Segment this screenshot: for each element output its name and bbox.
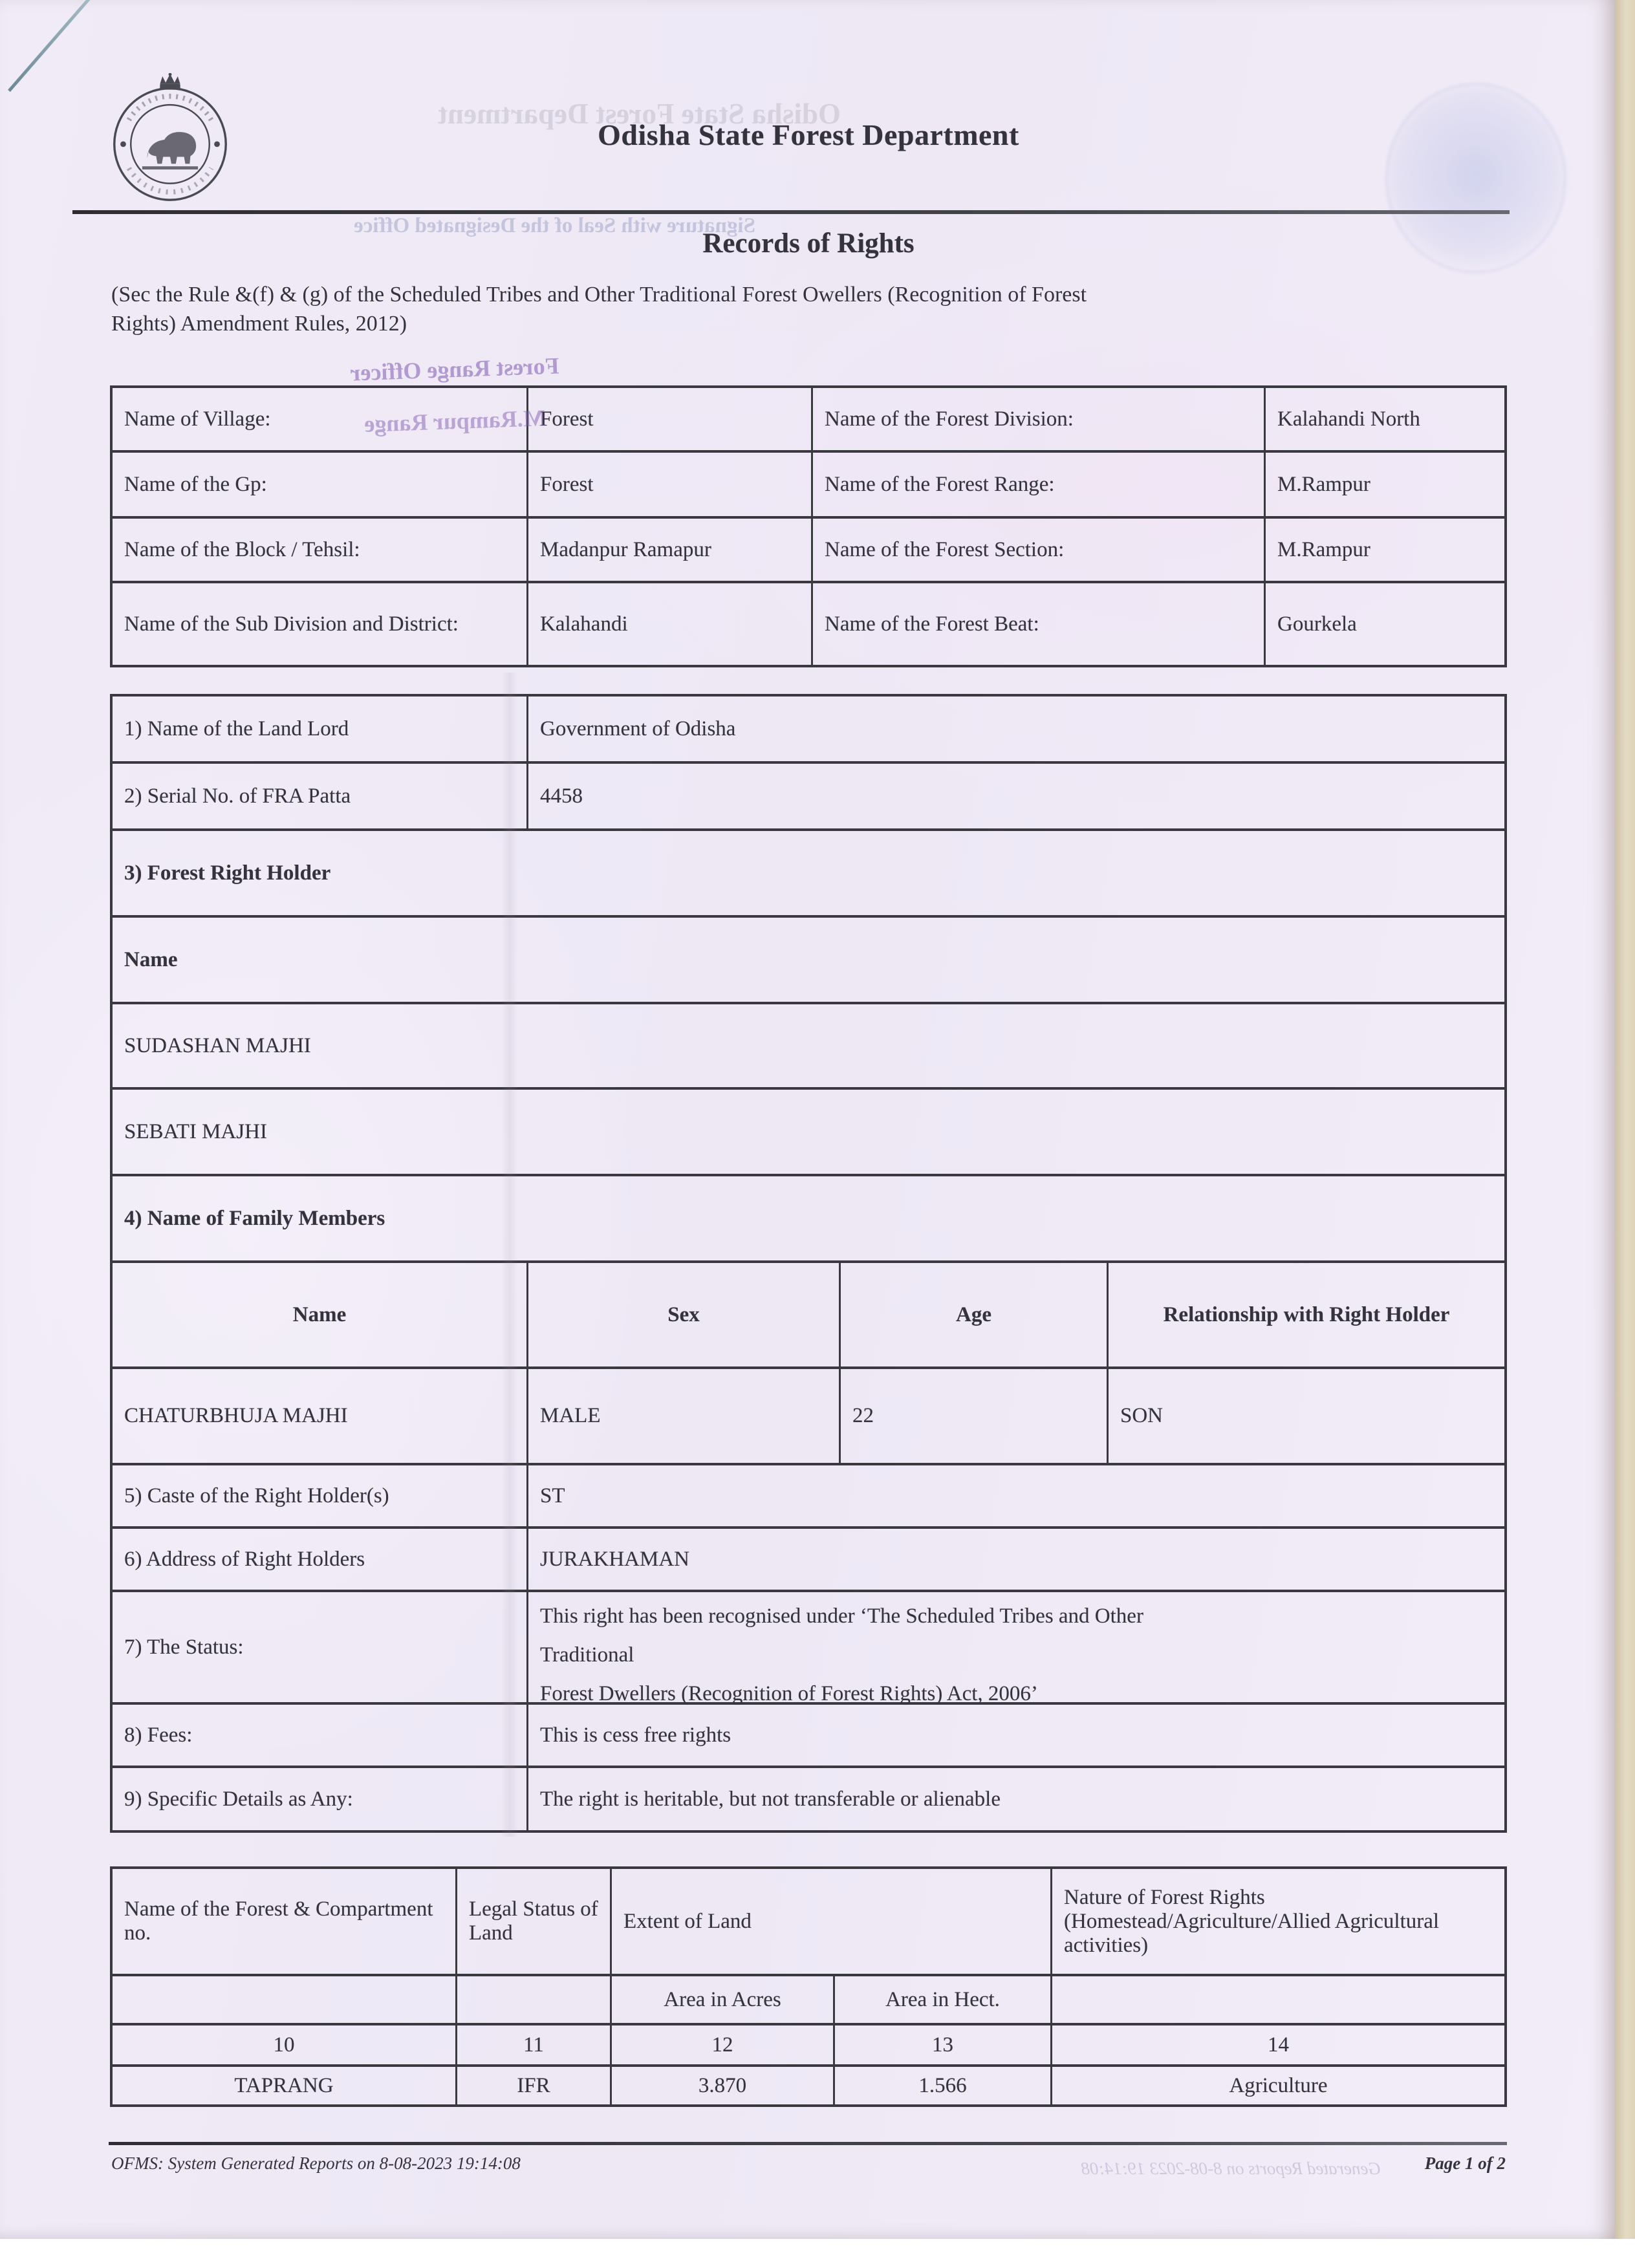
fees-value: This is cess free rights [526, 1705, 1504, 1766]
specific-details-label: 9) Specific Details as Any: [124, 1787, 353, 1811]
status-label: 7) The Status: [124, 1635, 244, 1659]
empty-cell [1050, 1976, 1504, 2023]
legal-status-col-header: Legal Status of Land [455, 1869, 610, 1974]
land-header-row [113, 1869, 1504, 1974]
forest-section-label: Name of the Forest Section: [811, 519, 1264, 581]
forest-beat-label: Name of the Forest Beat: [811, 583, 1264, 665]
address-label: 6) Address of Right Holders [124, 1547, 365, 1571]
scanner-edge-strip [1615, 0, 1635, 2239]
nature-of-rights-value: Agriculture [1050, 2067, 1504, 2104]
area-acres-header: Area in Acres [610, 1976, 833, 2023]
col-number: 14 [1050, 2025, 1504, 2064]
address-value: JURAKHAMAN [526, 1529, 1504, 1590]
extent-of-land-col-header: Extent of Land [610, 1869, 1050, 1974]
table-row [113, 1087, 1504, 1174]
gp-value: Forest [526, 453, 811, 516]
table-row [113, 1526, 1504, 1590]
right-holder-name: SUDASHAN MAJHI [124, 1033, 311, 1057]
subtitle-line: Rights) Amendment Rules, 2012) [111, 311, 407, 336]
family-data-row [113, 1366, 1504, 1463]
table-row [113, 828, 1504, 915]
name-heading: Name [124, 947, 178, 971]
page-number: Page 1 of 2 [1424, 2154, 1506, 2173]
forest-range-label: Name of the Forest Range: [811, 453, 1264, 516]
area-hect-value: 1.566 [833, 2067, 1050, 2104]
caste-value: ST [526, 1465, 1504, 1526]
location-table [110, 385, 1507, 667]
col-number: 10 [273, 2033, 295, 2057]
table-row [113, 388, 1504, 450]
scan-fold-artifact [501, 673, 518, 1837]
table-row [113, 1002, 1504, 1087]
bleedthrough-title-text: Odisha State Forest Department [438, 98, 841, 130]
forest-division-label: Name of the Forest Division: [811, 388, 1264, 450]
table-row [113, 1702, 1504, 1766]
document-title: Records of Rights [702, 228, 915, 259]
status-line: Traditional [540, 1643, 634, 1667]
family-col-sex: Sex [526, 1263, 839, 1366]
village-value: Forest [526, 388, 811, 450]
department-title: Odisha State Forest Department [598, 118, 1019, 151]
table-row [113, 1463, 1504, 1526]
family-member-age: 22 [839, 1369, 1107, 1463]
land-data-row [113, 2064, 1504, 2104]
forest-name-value: TAPRANG [234, 2073, 334, 2097]
right-holder-name: SEBATI MAJHI [124, 1119, 267, 1143]
family-member-sex: MALE [526, 1369, 839, 1463]
table-row [113, 450, 1504, 516]
subtitle-line: (Sec the Rule &(f) & (g) of the Scheduled Tribes and Other Traditional Forest Owellers (Recognition of Forest [111, 283, 1087, 307]
family-member-name: CHATURBHUJA MAJHI [124, 1404, 348, 1427]
land-extent-table [110, 1866, 1507, 2107]
specific-details-value: The right is heritable, but not transferable or alienable [526, 1768, 1504, 1830]
land-lord-value: Government of Odisha [526, 697, 1504, 761]
family-col-relationship: Relationship with Right Holder [1107, 1263, 1504, 1366]
family-col-age: Age [839, 1263, 1107, 1366]
land-subheader-row [113, 1974, 1504, 2023]
col-number: 12 [610, 2025, 833, 2064]
caste-label: 5) Caste of the Right Holder(s) [124, 1484, 389, 1507]
table-row [113, 516, 1504, 581]
block-tehsil-label: Name of the Block / Tehsil: [124, 537, 360, 561]
forest-compartment-col-header: Name of the Forest & Compartment no. [124, 1897, 433, 1945]
status-line: This right has been recognised under ‘The Scheduled Tribes and Other [540, 1604, 1143, 1628]
area-hect-header: Area in Hect. [833, 1976, 1050, 2023]
bleedthrough-footer-text: Generated Reports on 8-08-2023 19:14:08 [1081, 2159, 1381, 2178]
table-row [113, 761, 1504, 828]
empty-cell [455, 1976, 610, 2023]
status-value [526, 1592, 1504, 1705]
family-col-name: Name [292, 1302, 347, 1326]
family-members-heading: 4) Name of Family Members [124, 1206, 385, 1230]
village-label: Name of Village: [124, 407, 271, 431]
legal-status-value: IFR [455, 2067, 610, 2104]
table-row [113, 1590, 1504, 1705]
nature-of-rights-col-header: Nature of Forest Rights (Homestead/Agriculture/Allied Agricultural activities) [1050, 1869, 1504, 1974]
bleedthrough-stamp-line-2: M.Rampur Range [363, 405, 546, 437]
empty-cell [113, 1976, 455, 2023]
table-row [113, 697, 1504, 761]
table-row [113, 1766, 1504, 1830]
col-number: 11 [455, 2025, 610, 2064]
forest-section-value: M.Rampur [1264, 519, 1504, 581]
header-divider [72, 210, 1510, 214]
bleedthrough-stamp-line-1: Forest Range Officer [349, 352, 560, 386]
document-subtitle [111, 281, 1521, 339]
forest-beat-value: Gourkela [1264, 583, 1504, 665]
fees-label: 8) Fees: [124, 1723, 193, 1747]
details-table [110, 694, 1507, 1833]
column-number-row [113, 2023, 1504, 2064]
forest-right-holder-heading: 3) Forest Right Holder [124, 861, 331, 885]
sub-division-value: Kalahandi [526, 583, 811, 665]
footer [111, 2154, 1506, 2174]
footer-divider [109, 2142, 1507, 2145]
fra-patta-serial-label: 2) Serial No. of FRA Patta [124, 784, 351, 808]
land-lord-label: 1) Name of the Land Lord [124, 717, 349, 740]
block-tehsil-value: Madanpur Ramapur [526, 519, 811, 581]
col-number: 13 [833, 2025, 1050, 2064]
sub-division-label: Name of the Sub Division and District: [124, 612, 459, 636]
generated-report-timestamp: OFMS: System Generated Reports on 8-08-2023 19:14:08 [111, 2154, 521, 2173]
area-acres-value: 3.870 [610, 2067, 833, 2104]
table-row [113, 915, 1504, 1002]
bleedthrough-signature-line: Signature with Seal of the Designated Office [354, 214, 755, 237]
forest-range-value: M.Rampur [1264, 453, 1504, 516]
forest-division-value: Kalahandi North [1264, 388, 1504, 450]
fra-patta-serial-value: 4458 [526, 764, 1504, 828]
family-member-relationship: SON [1107, 1369, 1504, 1463]
table-row [113, 1174, 1504, 1260]
status-line: Forest Dwellers (Recognition of Forest Rights) Act, 2006’ [540, 1681, 1038, 1705]
gp-label: Name of the Gp: [124, 472, 267, 496]
family-header-row [113, 1260, 1504, 1366]
scan-artifact-line [8, 0, 102, 92]
table-row [113, 581, 1504, 665]
